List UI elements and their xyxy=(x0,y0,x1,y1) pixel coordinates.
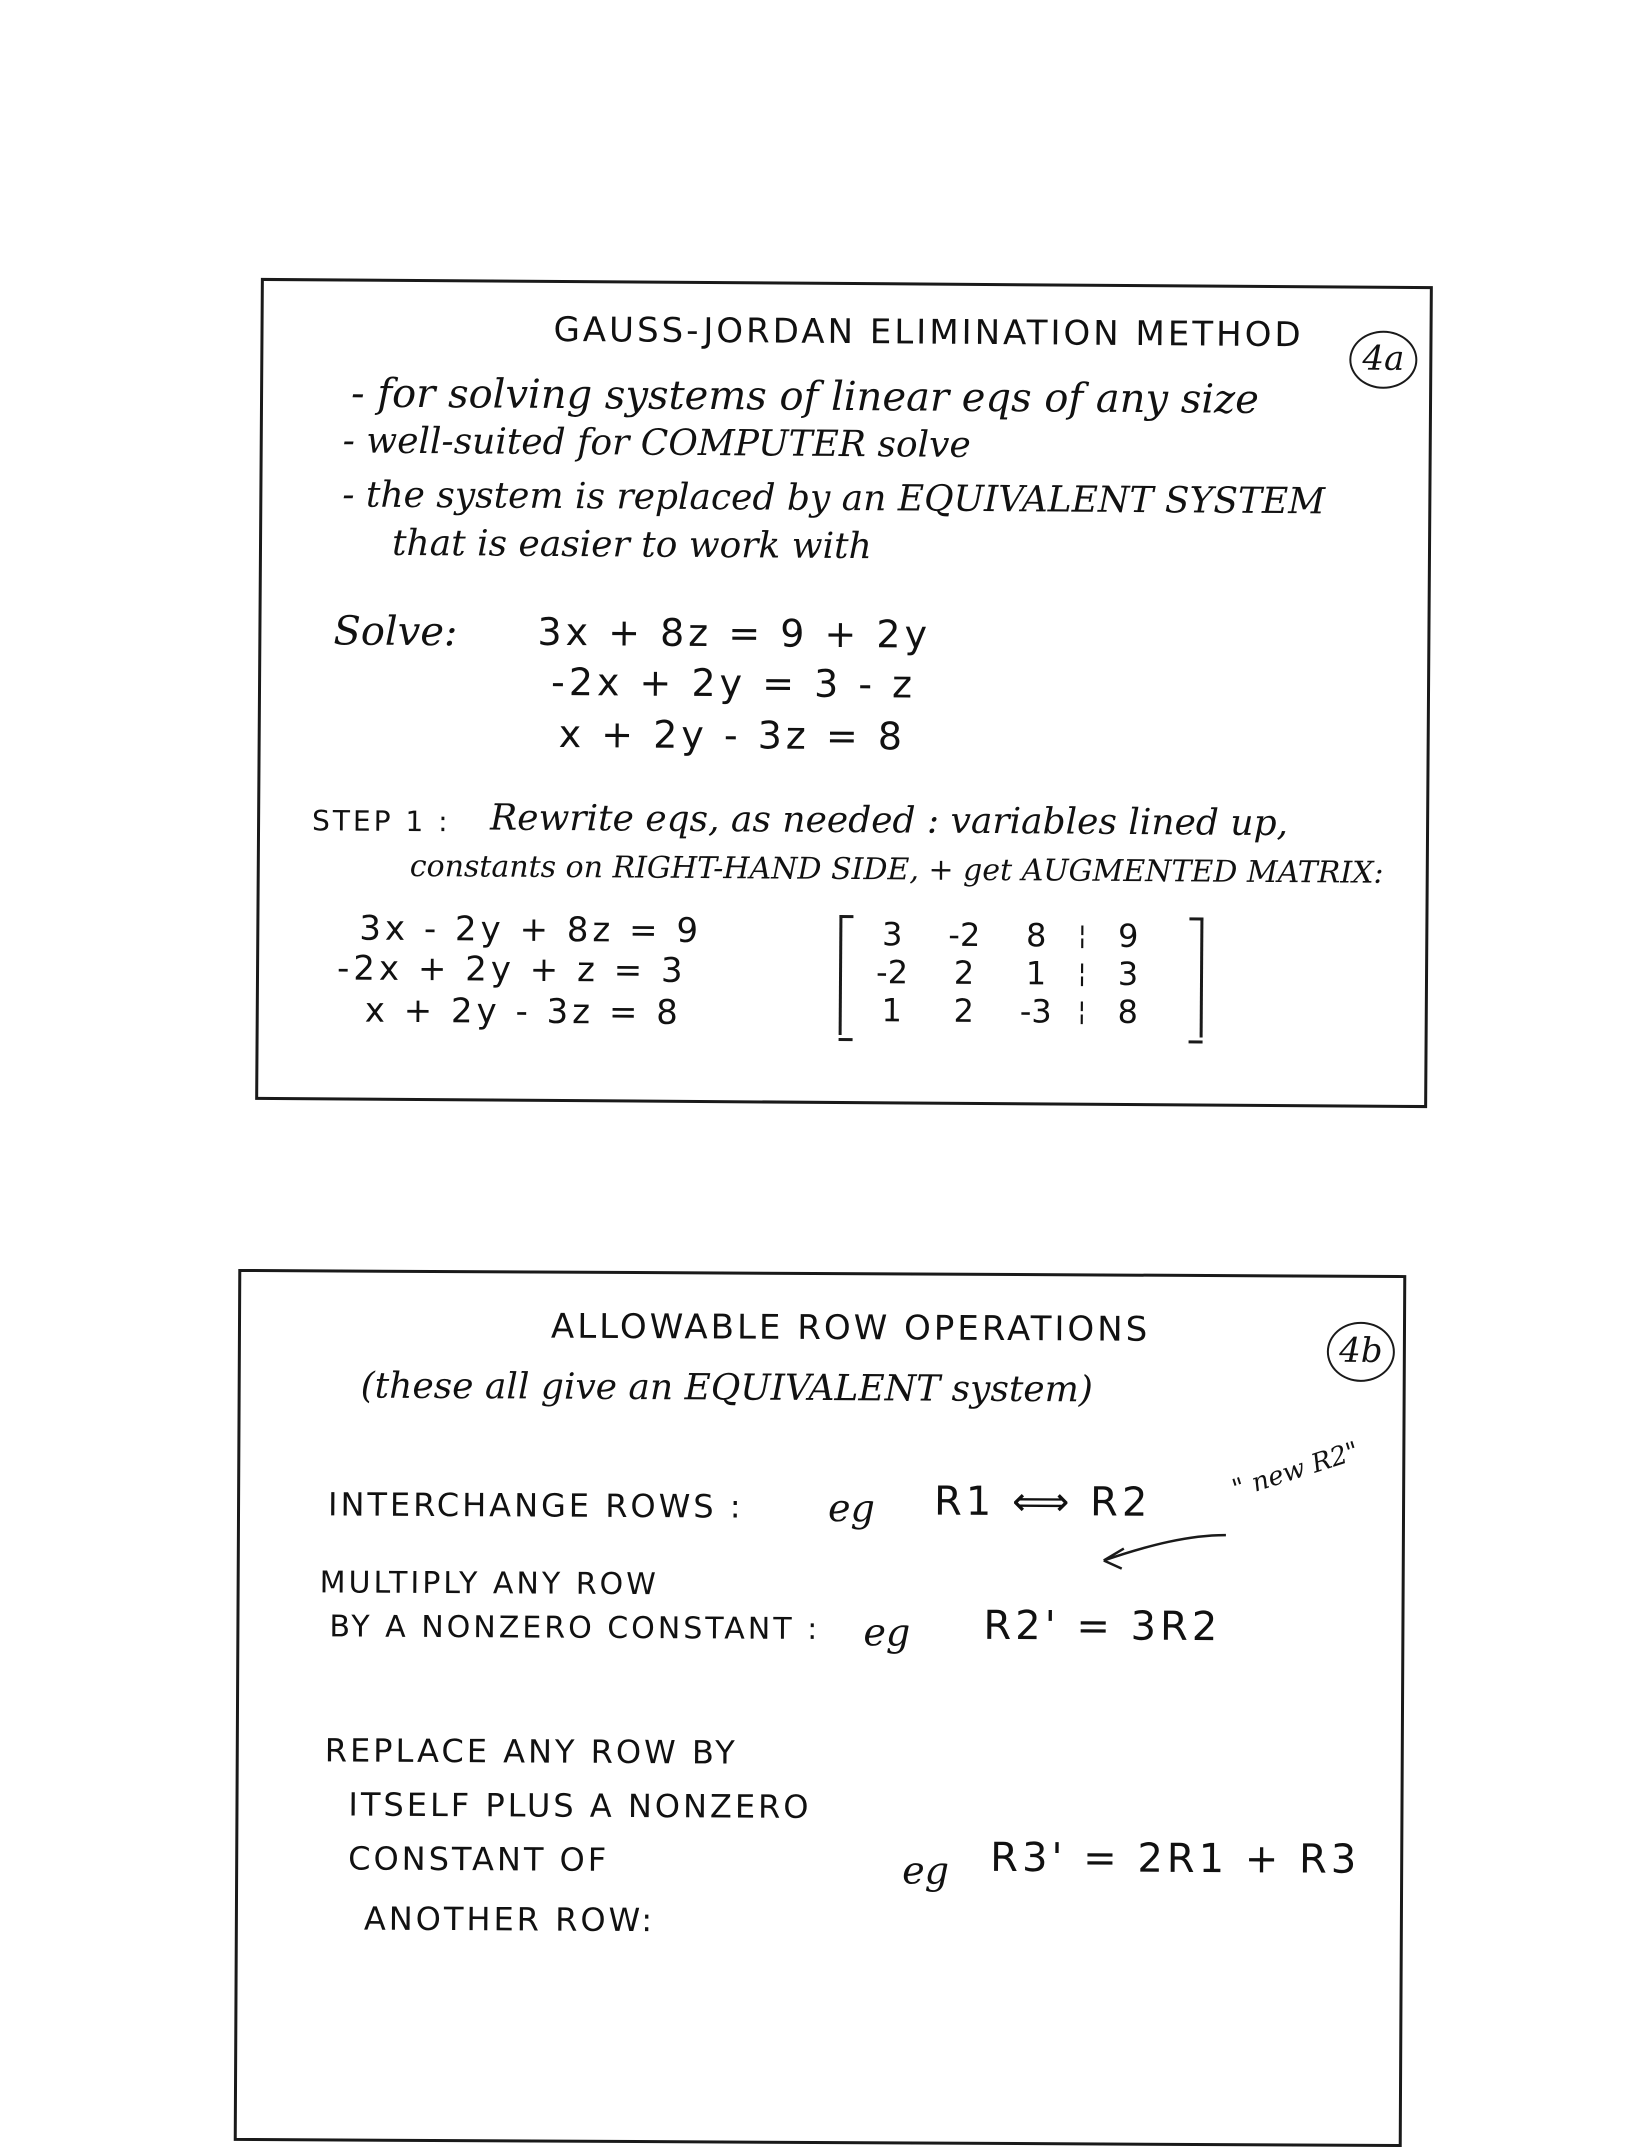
annotation-note: " new R2" xyxy=(1228,1436,1363,1505)
bullet-item: - well-suited for COMPUTER solve xyxy=(342,420,971,466)
operation-label: ITSELF PLUS A NONZERO xyxy=(348,1785,812,1826)
operation-label: INTERCHANGE ROWS : xyxy=(327,1485,744,1526)
arrow-icon xyxy=(1090,1530,1230,1581)
eg-label: eg xyxy=(827,1486,875,1531)
matrix-cell: 2 xyxy=(953,953,975,992)
rewritten-equation: 3x - 2y + 8z = 9 xyxy=(359,908,703,952)
solve-equation: 3x + 8z = 9 + 2y xyxy=(537,609,932,657)
matrix-row xyxy=(856,991,1186,1031)
notes-card-4a xyxy=(255,278,1433,1108)
bullet-item-continuation: that is easier to work with xyxy=(391,522,872,568)
matrix-cell: 3 xyxy=(1117,954,1139,994)
augmented-matrix xyxy=(839,915,1204,1038)
notes-card-4b xyxy=(234,1269,1407,2147)
operation-example: R1 ⟺ R2 xyxy=(933,1478,1152,1526)
solve-label: Solve: xyxy=(333,608,458,656)
bullet-item: - the system is replaced by an EQUIVALENT SYSTEM xyxy=(342,474,1326,523)
matrix-cell: 8 xyxy=(1025,916,1047,955)
matrix-cell: -2 xyxy=(948,915,981,954)
matrix-cell: 1 xyxy=(1025,954,1047,993)
matrix-cell: 1 xyxy=(881,991,903,1030)
augment-separator: ¦ xyxy=(1077,920,1087,951)
eg-label: eg xyxy=(902,1848,950,1893)
card-subtitle: (these all give an EQUIVALENT system) xyxy=(360,1365,1093,1411)
matrix-cell: -3 xyxy=(1019,992,1052,1031)
matrix-cell: -2 xyxy=(875,953,909,992)
operation-example: R3' = 2R1 + R3 xyxy=(990,1834,1361,1883)
matrix-row xyxy=(856,915,1186,955)
card-badge: 4b xyxy=(1327,1322,1395,1382)
matrix-cell: 9 xyxy=(1117,916,1139,956)
card-badge: 4a xyxy=(1349,331,1417,389)
solve-equation: x + 2y - 3z = 8 xyxy=(558,712,907,759)
matrix-cell: 2 xyxy=(953,991,975,1030)
operation-label: ANOTHER ROW: xyxy=(363,1899,656,1940)
rewritten-equation: -2x + 2y + z = 3 xyxy=(336,948,687,991)
rewritten-equation: x + 2y - 3z = 8 xyxy=(364,990,682,1033)
eg-label: eg xyxy=(863,1610,911,1655)
augment-separator: ¦ xyxy=(1077,996,1087,1027)
operation-label: MULTIPLY ANY ROW xyxy=(319,1565,659,1603)
operation-label: CONSTANT OF xyxy=(348,1839,610,1879)
matrix-cell: 3 xyxy=(881,915,903,954)
step-text: constants on RIGHT-HAND SIDE, + get AUGMENTED MATRIX: xyxy=(409,848,1384,891)
operation-label: REPLACE ANY ROW BY xyxy=(324,1731,738,1772)
step-label: STEP 1 : xyxy=(311,804,451,839)
augment-separator: ¦ xyxy=(1077,958,1087,989)
operation-example: R2' = 3R2 xyxy=(983,1602,1222,1651)
operation-label: BY A NONZERO CONSTANT : xyxy=(329,1609,821,1647)
solve-equation: -2x + 2y = 3 - z xyxy=(550,659,917,707)
bullet-item: - for solving systems of linear eqs of any size xyxy=(350,370,1260,423)
matrix-cell: 8 xyxy=(1117,992,1139,1032)
matrix-row xyxy=(856,953,1186,993)
card-title: GAUSS-JORDAN ELIMINATION METHOD xyxy=(553,309,1304,356)
card-title: ALLOWABLE ROW OPERATIONS xyxy=(550,1306,1151,1350)
step-text: Rewrite eqs, as needed : variables lined up, xyxy=(489,797,1289,845)
